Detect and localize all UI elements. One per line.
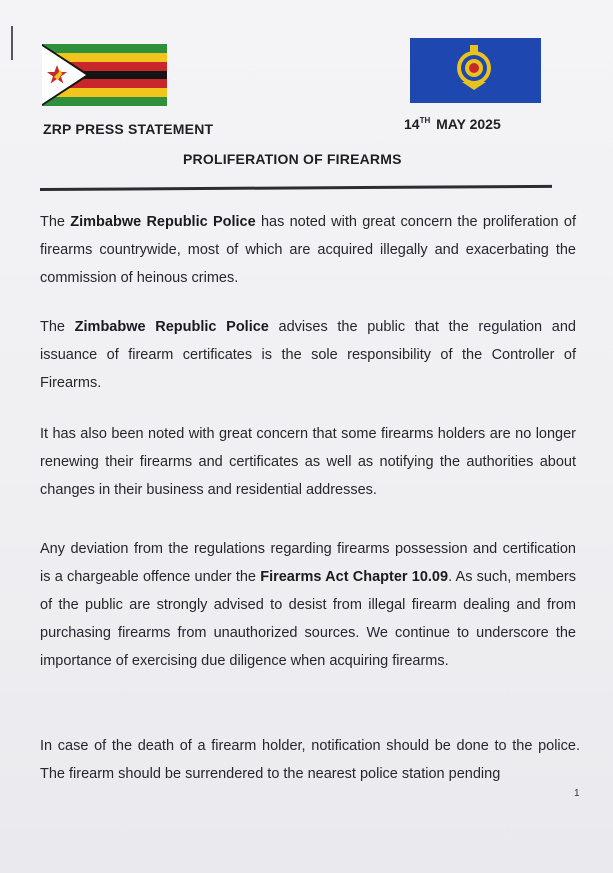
paragraph-4-text-before: Any deviation from the regulations regarding firearms possession and certification is a chargeable offence under the	[40, 541, 576, 585]
press-statement-label: ZRP PRESS STATEMENT	[43, 121, 214, 137]
paragraph-1-text: has noted with great concern the proliferation of firearms countrywide, most of which are acquired illegally and exacerbating the commission of heinous crimes.	[40, 214, 576, 286]
paragraph-3: It has also been noted with great concern that some firearms holders are no longer renewing their firearms and certificates as well as notifying the authorities about changes in their business and residential addresses.	[40, 426, 576, 498]
paragraph-5: In case of the death of a firearm holder, notification should be done to the police. The firearm should be surrendered to the nearest police station pending	[40, 738, 580, 782]
date-suffix: TH	[419, 116, 431, 125]
paragraph-1: The Zimbabwe Republic Police has noted with great concern the proliferation of firearms countrywide, most of which are acquired illegally and exacerbating the commission of heinous crimes.	[40, 214, 576, 286]
title-divider	[40, 185, 552, 191]
zrp-flag	[410, 38, 541, 103]
date-month-year: MAY 2025	[436, 116, 501, 132]
paragraph-2	[40, 313, 576, 397]
org-name: Zimbabwe Republic Police	[70, 214, 256, 230]
firearms-act-reference: Firearms Act Chapter 10.09	[260, 569, 449, 585]
date-day: 14	[404, 116, 420, 132]
scan-edge-mark	[11, 26, 13, 60]
paragraph-4	[40, 535, 576, 675]
page-number: 1	[574, 788, 580, 799]
paragraph-4-text-after: . As such, members of the public are strongly advised to desist from illegal firearm dealing and from purchasing firearms from unauthorized sources. We continue to underscore the importance of exercising due diligence when acquiring firearms.	[40, 569, 576, 669]
document-title: PROLIFERATION OF FIREARMS	[183, 151, 402, 167]
org-name: Zimbabwe Republic Police	[74, 319, 269, 335]
statement-date	[404, 116, 501, 132]
paragraph-2-text: advises the public that the regulation and issuance of firearm certificates is the sole responsibility of the Controller of Firearms.	[40, 319, 576, 391]
paragraph-2-lead: The	[40, 319, 65, 335]
zimbabwe-flag	[42, 44, 167, 106]
